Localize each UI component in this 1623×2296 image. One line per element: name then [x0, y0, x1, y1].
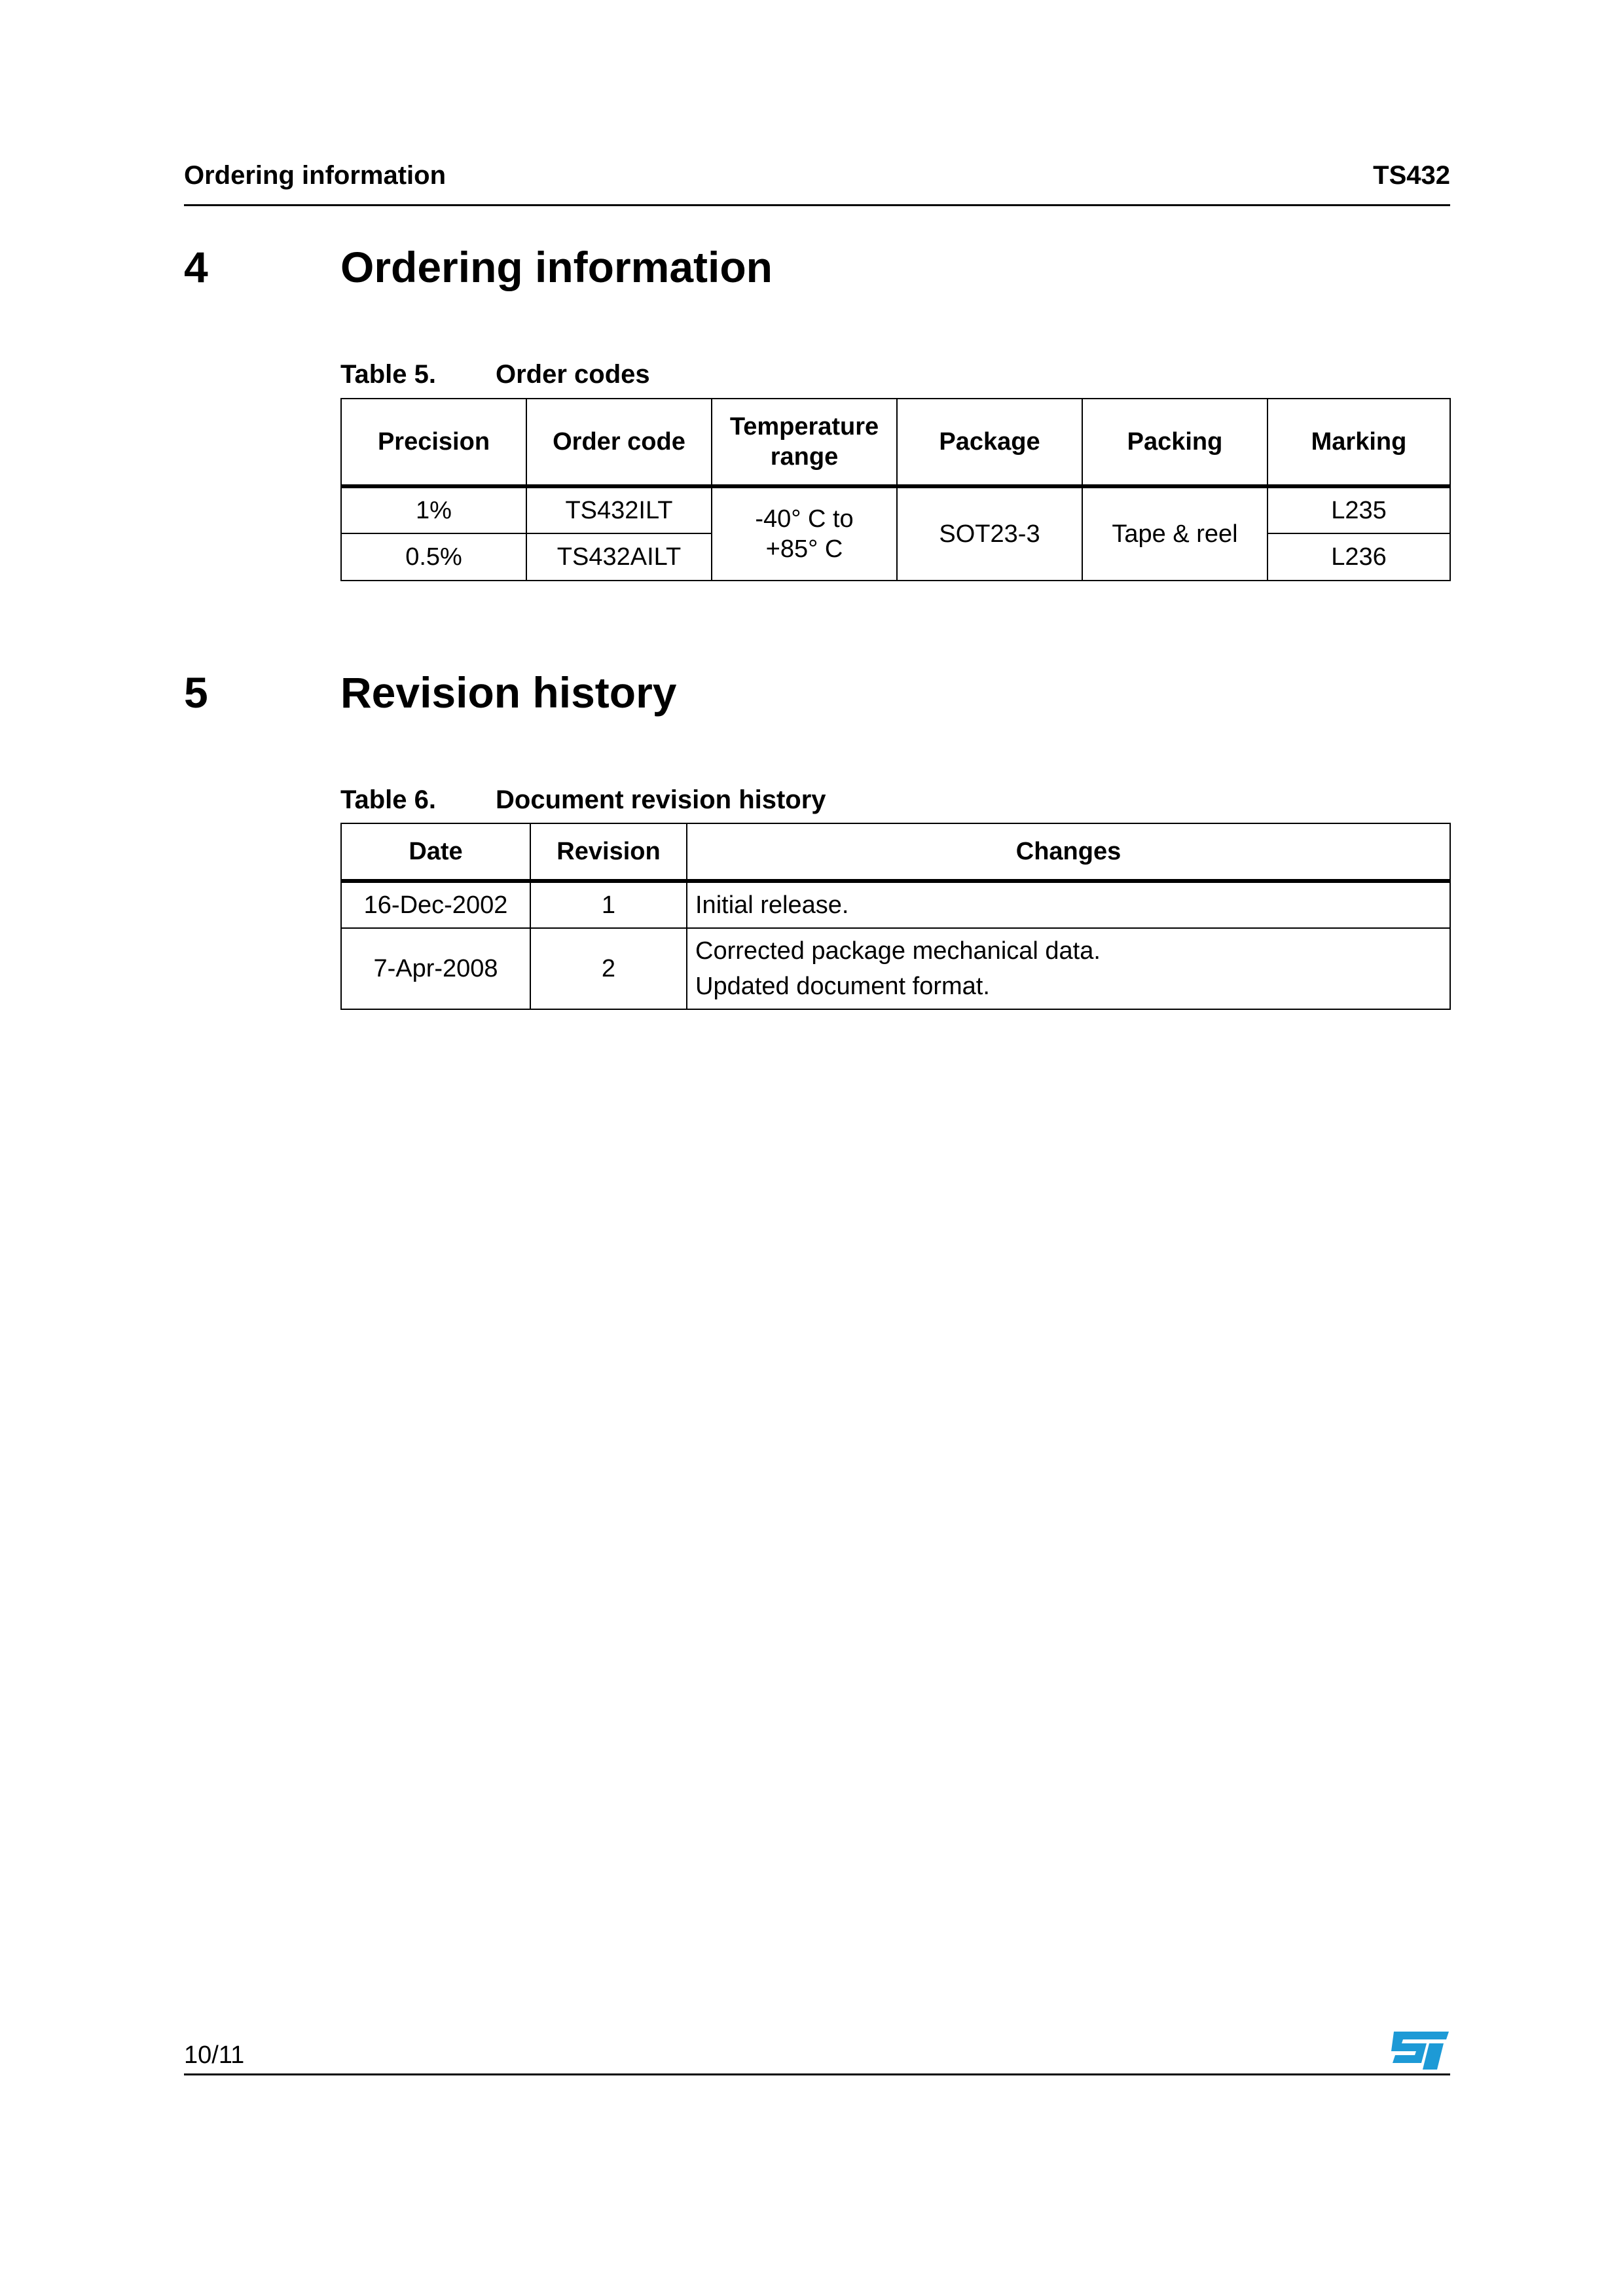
- page-footer: [184, 2029, 1450, 2075]
- column-header-revision: Revision: [530, 823, 687, 881]
- header-product-name: TS432: [1373, 161, 1450, 190]
- order-code-cell: TS432ILT: [526, 486, 712, 533]
- table-5-caption: [340, 360, 650, 389]
- table-row: [341, 881, 1450, 928]
- page-header: [184, 157, 1450, 206]
- column-header-date: Date: [341, 823, 530, 881]
- temperature-header-line-2: range: [770, 443, 839, 471]
- column-header-order-code: Order code: [526, 399, 712, 486]
- marking-cell: L236: [1267, 533, 1450, 581]
- change-line: Corrected package mechanical data.: [695, 937, 1101, 965]
- temperature-range-cell: [712, 486, 897, 581]
- st-logo-icon: [1387, 2030, 1450, 2071]
- section-4-title: Ordering information: [340, 243, 773, 291]
- table-5-title: Order codes: [496, 360, 650, 389]
- table-header-row: [341, 399, 1450, 486]
- column-header-precision: Precision: [341, 399, 526, 486]
- section-5-title: Revision history: [340, 668, 677, 717]
- order-codes-table: [340, 398, 1451, 581]
- changes-cell: [687, 881, 1450, 928]
- precision-cell: 1%: [341, 486, 526, 533]
- table-5-label: Table 5.: [340, 360, 436, 389]
- column-header-temperature-range: [712, 399, 897, 486]
- table-header-row: [341, 823, 1450, 881]
- section-4-number: 4: [184, 243, 208, 291]
- column-header-packing: Packing: [1082, 399, 1267, 486]
- revision-cell: 1: [530, 881, 687, 928]
- table-row: [341, 486, 1450, 533]
- column-header-changes: Changes: [687, 823, 1450, 881]
- header-section-title: Ordering information: [184, 161, 446, 190]
- revision-cell: 2: [530, 928, 687, 1009]
- temperature-line-1: -40° C to: [755, 505, 854, 533]
- table-6-label: Table 6.: [340, 785, 436, 814]
- section-5-number: 5: [184, 668, 208, 717]
- order-code-cell: TS432AILT: [526, 533, 712, 581]
- temperature-header-line-1: Temperature: [729, 413, 879, 440]
- change-line: Updated document format.: [695, 973, 990, 1000]
- changes-cell: [687, 928, 1450, 1009]
- packing-cell: Tape & reel: [1082, 486, 1267, 581]
- package-cell: SOT23-3: [897, 486, 1082, 581]
- date-cell: 16-Dec-2002: [341, 881, 530, 928]
- temperature-line-2: +85° C: [765, 535, 843, 563]
- revision-history-table: [340, 823, 1451, 1010]
- change-line: Initial release.: [695, 891, 849, 919]
- table-6-caption: [340, 785, 826, 815]
- precision-cell: 0.5%: [341, 533, 526, 581]
- column-header-package: Package: [897, 399, 1082, 486]
- table-6-title: Document revision history: [496, 785, 826, 814]
- date-cell: 7-Apr-2008: [341, 928, 530, 1009]
- column-header-marking: Marking: [1267, 399, 1450, 486]
- page-number: 10/11: [184, 2041, 245, 2069]
- marking-cell: L235: [1267, 486, 1450, 533]
- table-row: [341, 928, 1450, 1009]
